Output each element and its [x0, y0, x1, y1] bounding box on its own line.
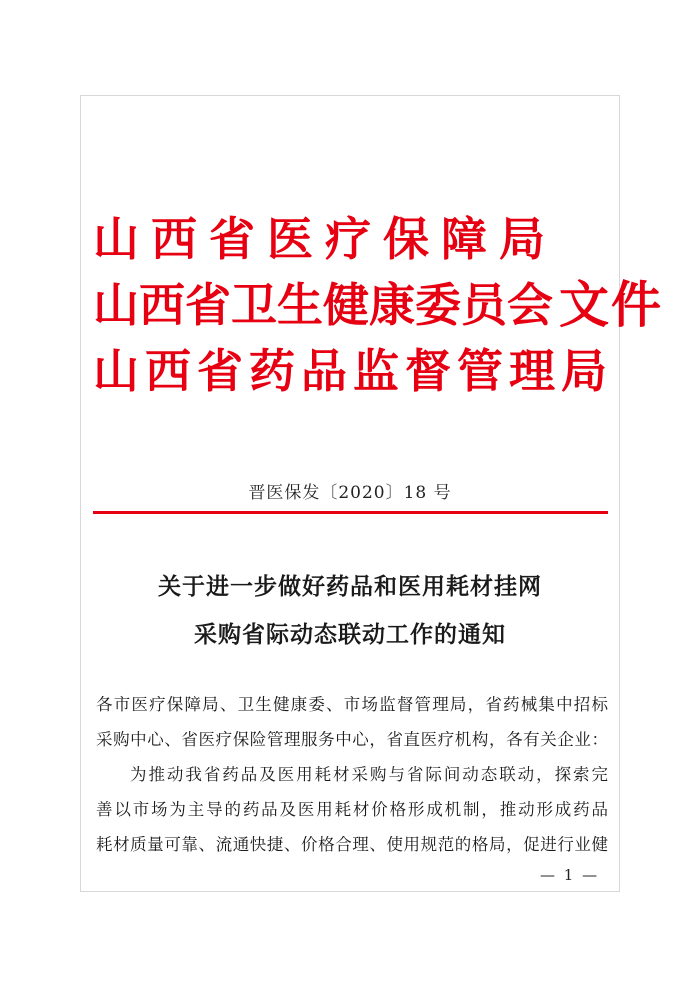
header-line-2: [93, 272, 663, 338]
title-line-2: 采购省际动态联动工作的通知: [194, 621, 506, 648]
header-line-1: [93, 206, 613, 272]
document-number: 晋医保发〔2020〕18 号: [248, 483, 452, 503]
body-line-4: 善以市场为主导的药品及医用耗材价格形成机制，推动形成药品: [96, 800, 608, 819]
header-line-3: [93, 338, 613, 404]
authority-medical-security-bureau: 山西省医疗保障局: [93, 212, 557, 266]
page-number: — 1 —: [540, 866, 600, 884]
document-word: 文件: [559, 275, 663, 334]
title-line-1: 关于进一步做好药品和医用耗材挂网: [158, 573, 542, 600]
body-line-1: 各市医疗保障局、卫生健康委、市场监督管理局，省药械集中招标: [96, 695, 608, 714]
body-line-2: 采购中心、省医疗保险管理服务中心，省直医疗机构，各有关企业：: [96, 730, 608, 749]
body-line-3: 为推动我省药品及医用耗材采购与省际间动态联动，探索完: [130, 765, 608, 784]
body-line-5: 耗材质量可靠、流通快捷、价格合理、使用规范的格局，促进行业健: [96, 835, 608, 854]
document-title: [0, 563, 700, 659]
document-body: [96, 687, 608, 862]
issuing-authorities-header: [93, 206, 663, 404]
authority-drug-administration: 山西省药品监督管理局: [93, 344, 613, 398]
red-divider-line: [93, 511, 608, 514]
authority-health-commission: 山西省卫生健康委员会: [93, 278, 553, 332]
